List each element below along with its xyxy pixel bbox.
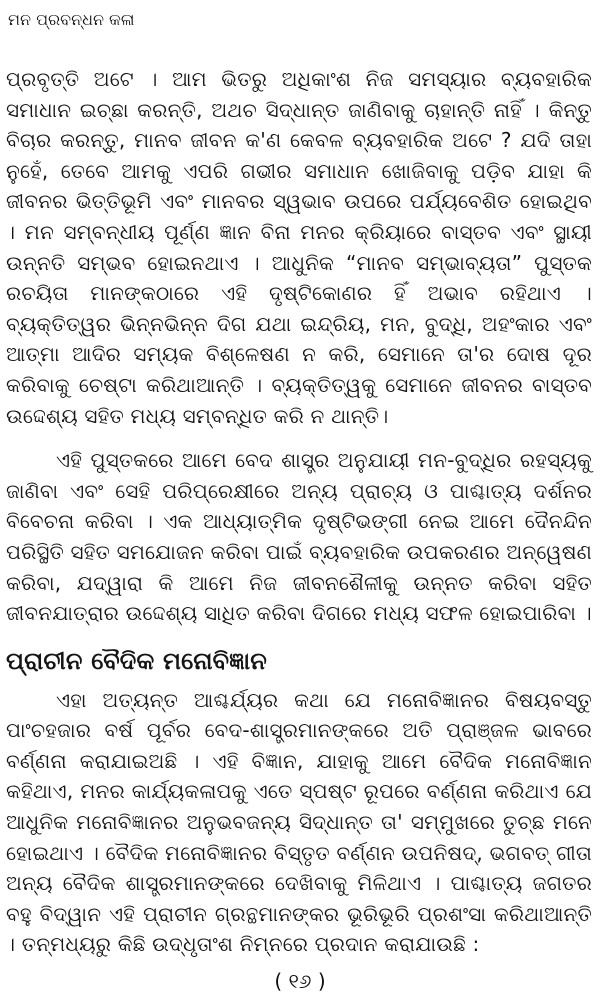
section-paragraph: ଏହା ଅତ୍ୟନ୍ତ ଆଶ୍ଚର୍ଯ୍ୟର କଥା ଯେ ମନୋବିଜ୍ଞାନର ବିଷୟବସ୍ତୁ ପାଂଚହଜାର ବର୍ଷ ପୂର୍ବର ବେଦ-ଶାସ୍ତ୍ରମାନଙ୍କରେ ଅତି ପ୍ରାଞ୍ଜଳ ଭାବରେ ବର୍ଣ୍ଣନା କରାଯାଇଅଛି । ଏହି ବିଜ୍ଞାନ, ଯାହାକୁ ଆମେ ବୈଦିକ ମନୋବିଜ୍ଞାନ କହିଥାଏ, ମନର କାର୍ଯ୍ୟକଳାପକୁ ଏତେ ସ୍ପଷ୍ଟ ରୂପରେ ବର୍ଣ୍ଣନା କରିଥାଏ ଯେ ଆଧୁନିକ ମନୋବିଜ୍ଞାନର ଅନୁଭବଜନ୍ୟ ସିଦ୍ଧାନ୍ତ ତା' ସମ୍ମୁଖରେ ତୁଚ୍ଛ ମନେ ହୋଇଥାଏ । ବୈଦିକ ମନୋବିଜ୍ଞାନର ବିସ୍ତୃତ ବର୍ଣ୍ଣନ ଉପନିଷଦ୍, ଭଗବତ୍ ଗୀତା ଅନ୍ୟ ବୈଦିକ ଶାସ୍ତ୍ରମାନଙ୍କରେ ଦେଖିବାକୁ ମିଳିଥାଏ । ପାଶ୍ଚାତ୍ୟ ଜଗତର ବହୁ ବିଦ୍ୱାନ ଏହି ପ୍ରାଚୀନ ଗ୍ରନ୍ଥମାନଙ୍କର ଭୂରିଭୂରି ପ୍ରଶଂସା କରିଥାଆନ୍ତି । ତନ୍ମଧ୍ୟରୁ କିଛି ଉଦ୍ଧୃତାଂଶ ନିମ୍ନରେ ପ୍ରଦାନ କରାଯାଉଛି : [6, 687, 592, 957]
paragraph-1: ପ୍ରବୃତ୍ତି ଅଟେ । ଆମ ଭିତରୁ ଅଧିକାଂଶ ନିଜ ସମସ୍ୟାର ବ୍ୟବହାରିକ ସମାଧାନ ଇଚ୍ଛା କରନ୍ତି, ଅଥଚ ସିଦ୍ଧାନ୍ତ ଜାଣିବାକୁ ଚାହାନ୍ତି ନାହିଁ । କିନ୍ତୁ ବିଚାର କରନ୍ତୁ, ମାନବ ଜୀବନ କ'ଣ କେବଳ ବ୍ୟବହାରିକ ଅଟେ ? ଯଦି ତାହା ନୁହେଁ, ତେବେ ଆମକୁ ଏପରି ଗଭୀର ସମାଧାନ ଖୋଜିବାକୁ ପଡ଼ିବ ଯାହା କି ଜୀବନର ଭିତ୍ତିଭୂମି ଏବଂ ମାନବର ସ୍ୱଭାବ ଉପରେ ପର୍ଯ୍ୟବେଶିତ ହୋଇଥିବ । ମନ ସମ୍ବନ୍ଧୀୟ ପୂର୍ଣ୍ଣ ଜ୍ଞାନ ବିନା ମନର କ୍ରିୟାରେ ବାସ୍ତବ ଏବଂ ସ୍ଥାୟୀ ଉନ୍ନତି ସମ୍ଭବ ହୋଇନଥାଏ । ଆଧୁନିକ “ମାନବ ସମ୍ଭାବ୍ୟତା” ପୁସ୍ତକ ରଚୟିତା ମାନଙ୍କଠାରେ ଏହି ଦୃଷ୍ଟିକୋଣର ହିଁ ଅଭାବ ରହିଥାଏ । ବ୍ୟକ୍ତିତ୍ୱର ଭିନ୍ନଭିନ୍ନ ଦିଗ ଯଥା ଇନ୍ଦ୍ରିୟ, ମନ, ବୁଦ୍ଧି, ଅହଂକାର ଏବଂ ଆତ୍ମା ଆଦିର ସମ୍ୟକ ବିଶ୍ଳେଷଣ ନ କରି, ସେମାନେ ତା'ର ଦୋଷ ଦୂର କରିବାକୁ ଚେଷ୍ଟା କରିଥାଆନ୍ତି । ବ୍ୟକ୍ତିତ୍ୱକୁ ସେମାନେ ଜୀବନର ବାସ୍ତବ ଉଦ୍ଦେଶ୍ୟ ସହିତ ମଧ୍ୟ ସମ୍ବନ୍ଧିତ କରି ନ ଥାନ୍ତି। [6, 67, 592, 428]
paragraph-2: ଏହି ପୁସ୍ତକରେ ଆମେ ବେଦ ଶାସ୍ତ୍ର ଅନୁଯାୟୀ ମନ-ବୁଦ୍ଧିର ରହସ୍ୟକୁ ଜାଣିବା ଏବଂ ସେହି ପରିପ୍ରେକ୍ଷୀରେ ଅନ୍ୟ ପ୍ରାଚ୍ୟ ଓ ପାଶ୍ଚାତ୍ୟ ଦର୍ଶନର ବିବେଚନା କରିବା । ଏକ ଆଧ୍ୟାତ୍ମିକ ଦୃଷ୍ଟିଭଙ୍ଗୀ ନେଇ ଆମେ ଦୈନନ୍ଦିନ ପରିସ୍ଥିତି ସହିତ ସମଯୋଜନ କରିବା ପାଇଁ ବ୍ୟବହାରିକ ଉପକରଣର ଅନ୍ୱେଷଣ କରିବା, ଯଦ୍ୱାରା କି ଆମେ ନିଜ ଜୀବନଶୈଳୀକୁ ଉନ୍ନତ କରିବା ସହିତ ଜୀବନଯାତ୍ରାର ଉଦ୍ଦେଶ୍ୟ ସାଧିତ କରିବା ଦିଗରେ ମଧ୍ୟ ସଫଳ ହୋଇପାରିବା । [6, 448, 592, 626]
running-header: ମନ ପ୍ରବନ୍ଧନ କଳା [8, 10, 135, 29]
page-number: ( ୧୬ ) [274, 969, 326, 993]
section-heading: ପ୍ରାଚୀନ ବୈଦିକ ମନୋବିଜ୍ଞାନ [6, 646, 268, 675]
body-text [6, 64, 592, 960]
